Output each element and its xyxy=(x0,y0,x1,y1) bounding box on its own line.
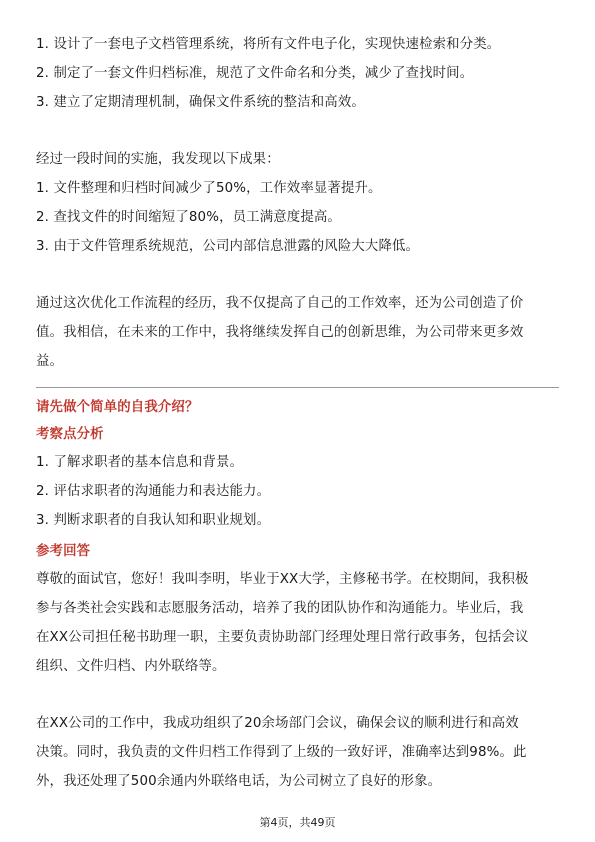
conclusion-line: 益。 xyxy=(36,354,64,369)
answer-paragraph-line: 决策。同时，我负责的文件归档工作得到了上级的一致好评，准确率达到98%。此 xyxy=(36,745,527,760)
results-list-item: 3. 由于文件管理系统规范，公司内部信息泄露的风险大大降低。 xyxy=(36,239,420,254)
answer-paragraph-line: 尊敬的面试官，您好！我叫李明，毕业于XX大学，主修秘书学。在校期间，我积极 xyxy=(36,572,529,587)
conclusion-line: 通过这次优化工作流程的经历，我不仅提高了自己的工作效率，还为公司创造了价 xyxy=(36,296,524,311)
answer-paragraph-line: 外，我还处理了500余通内外联络电话，为公司树立了良好的形象。 xyxy=(36,774,442,789)
question-heading: 请先做个简单的自我介绍？ xyxy=(36,400,199,415)
analysis-list-item: 3. 判断求职者的自我认知和职业规划。 xyxy=(36,513,271,528)
answer-heading: 参考回答 xyxy=(36,544,91,559)
intro-list-item: 1. 设计了一套电子文档管理系统，将所有文件电子化，实现快速检索和分类。 xyxy=(36,37,501,52)
answer-paragraph-line: 参与各类社会实践和志愿服务活动，培养了我的团队协作和沟通能力。毕业后，我 xyxy=(36,601,524,616)
results-list-item: 1. 文件整理和归档时间减少了50%，工作效率显著提升。 xyxy=(36,181,382,196)
answer-paragraph-line: 组织、文件归档、内外联络等。 xyxy=(36,659,226,674)
analysis-list-item: 2. 评估求职者的沟通能力和表达能力。 xyxy=(36,484,271,499)
analysis-heading: 考察点分析 xyxy=(36,427,104,442)
results-list-item: 2. 查找文件的时间缩短了80%，员工满意度提高。 xyxy=(36,210,341,225)
page-footer: 第4页，共49页 xyxy=(259,816,336,829)
answer-paragraph-line: 在XX公司的工作中，我成功组织了20余场部门会议，确保会议的顺利进行和高效 xyxy=(36,716,519,731)
section-divider xyxy=(36,387,559,388)
intro-list-item: 2. 制定了一套文件归档标准，规范了文件命名和分类，减少了查找时间。 xyxy=(36,66,474,81)
results-intro: 经过一段时间的实施，我发现以下成果： xyxy=(36,152,280,167)
answer-paragraph-line: 在XX公司担任秘书助理一职，主要负责协助部门经理处理日常行政事务，包括会议 xyxy=(36,630,529,645)
analysis-list-item: 1. 了解求职者的基本信息和背景。 xyxy=(36,455,244,470)
conclusion-line: 值。我相信，在未来的工作中，我将继续发挥自己的创新思维，为公司带来更多效 xyxy=(36,325,524,340)
intro-list-item: 3. 建立了定期清理机制，确保文件系统的整洁和高效。 xyxy=(36,95,365,110)
